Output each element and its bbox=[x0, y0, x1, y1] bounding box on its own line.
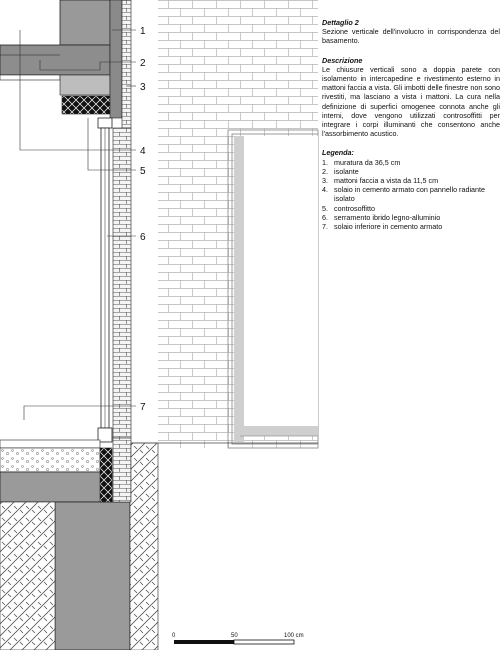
upper-wall-block bbox=[60, 0, 110, 45]
floor-finish bbox=[0, 440, 100, 448]
panel-subtitle: Sezione verticale dell'involucro in corrispondenza del basamento. bbox=[322, 27, 500, 46]
floor-gravel bbox=[0, 448, 100, 472]
lintel-insulation bbox=[62, 96, 110, 114]
facing-brick-column bbox=[113, 128, 131, 438]
soil-right bbox=[130, 443, 158, 650]
legend-item: 4. solaio in cemento armato con pannello radiante isolato bbox=[322, 185, 486, 204]
scale-bar bbox=[172, 633, 304, 644]
upper-slab bbox=[0, 45, 110, 75]
legend-item: 7. solaio inferiore in cemento armato bbox=[322, 222, 443, 232]
caption-panel bbox=[322, 0, 500, 650]
window-frame bbox=[98, 118, 112, 442]
foundation-insulation bbox=[100, 448, 112, 502]
description-text: Le chiusure verticali sono a doppia parete con isolamento in intercapedine e rivestimento esterno in mattoni faccia a vista. Gli imbotti delle finestre non sono rivestiti, ma lasciano a vista i mattoni. La cura nella definizione di superfici omogenee connota anche gli interni, dove vengono utilizzati controsoffitti per integrare i corpi illuminanti che consentono anche l'assorbimento acustico. bbox=[322, 64, 500, 139]
legend-list bbox=[322, 158, 500, 232]
description-heading: Descrizione bbox=[322, 55, 363, 65]
panel-title: Dettaglio 2 bbox=[322, 18, 359, 27]
callout-5: 5 bbox=[140, 166, 146, 177]
callout-6: 6 bbox=[140, 232, 146, 243]
wall-masonry-upper bbox=[110, 0, 122, 118]
scale-label-0: 0 bbox=[172, 633, 176, 639]
soil-left bbox=[0, 502, 55, 650]
legend-heading: Legenda: bbox=[322, 148, 354, 158]
legend-item: 1. muratura da 36,5 cm bbox=[322, 157, 401, 167]
callout-7: 7 bbox=[140, 402, 146, 413]
ceiling-plaster bbox=[60, 75, 110, 95]
scale-label-50: 50 bbox=[231, 633, 238, 639]
callout-4: 4 bbox=[140, 146, 146, 157]
callout-1: 1 bbox=[140, 26, 146, 37]
facing-brick-base bbox=[113, 438, 131, 502]
legend-item: 6. serramento ibrido legno-alluminio bbox=[322, 212, 441, 222]
facing-brick-upper bbox=[122, 0, 131, 128]
scale-label-100: 100 cm bbox=[284, 633, 304, 639]
window-reveal bbox=[228, 130, 318, 448]
slab-screed bbox=[0, 75, 60, 80]
legend-item: 2. isolante bbox=[322, 166, 359, 176]
legend-item: 3. mattoni faccia a vista da 11,5 cm bbox=[322, 176, 439, 186]
callout-2: 2 bbox=[140, 58, 146, 69]
legend-item: 5. controsoffitto bbox=[322, 203, 376, 213]
foundation-wall bbox=[55, 502, 130, 650]
callout-3: 3 bbox=[140, 82, 146, 93]
